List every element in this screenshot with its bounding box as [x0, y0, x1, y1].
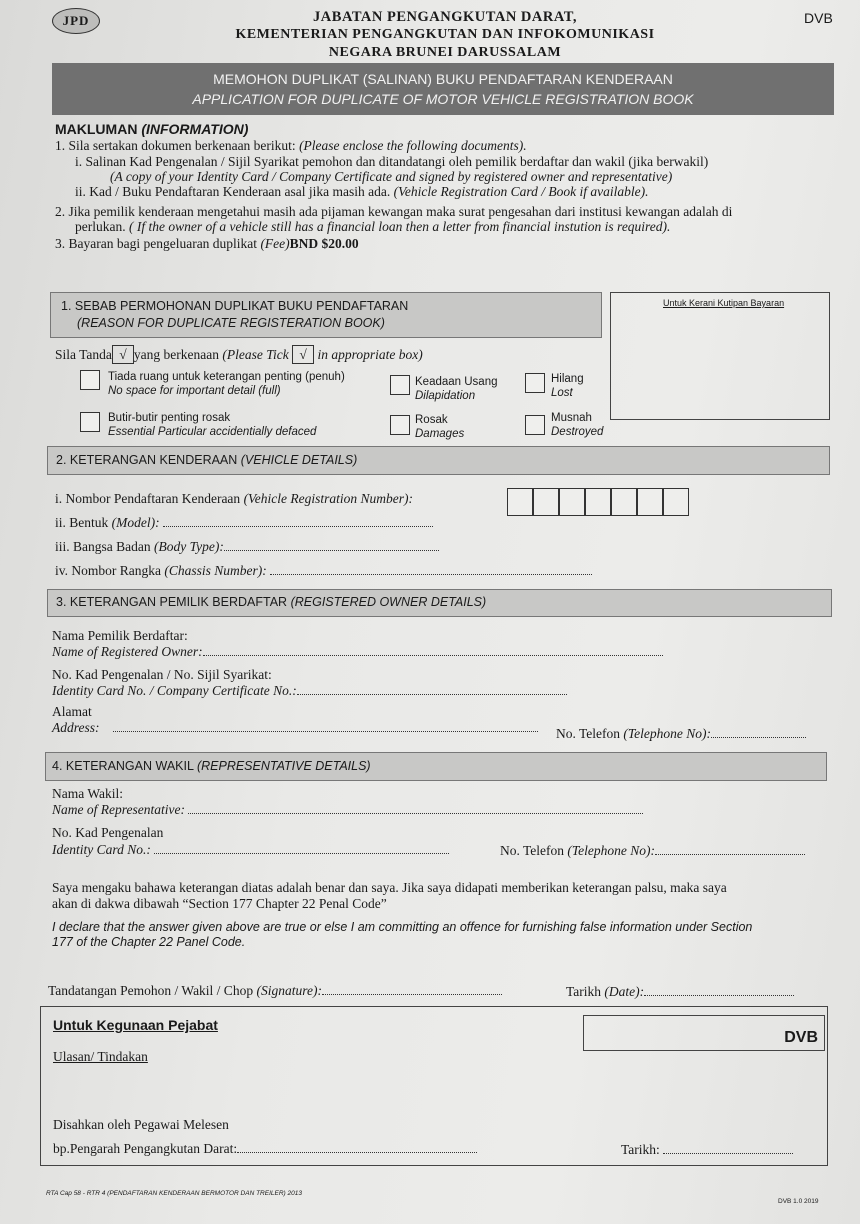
- model-field[interactable]: [163, 514, 433, 527]
- footer-regulation: RTA Cap 58 - RTR 4 (PENDAFTARAN KENDERAAN BERMOTOR DAN TREILER) 2013: [46, 1190, 302, 1197]
- director-field[interactable]: [237, 1140, 477, 1153]
- info-item-1: 1. Sila sertakan dokumen berkenaan berikut: (Please enclose the following documents).: [55, 138, 527, 153]
- body-type-label: iii. Bangsa Badan (Body Type):: [55, 538, 439, 555]
- title-malay: MEMOHON DUPLIKAT (SALINAN) BUKU PENDAFTARAN KENDERAAN: [213, 71, 673, 87]
- address-field[interactable]: [113, 719, 538, 732]
- rep-phone-field[interactable]: [655, 842, 805, 855]
- option-dilapidation: Keadaan Usang Dilapidation: [415, 376, 498, 402]
- signature-date-label: Tarikh (Date):: [566, 983, 794, 1000]
- address-label-en: Address:: [52, 719, 538, 736]
- department-name: JABATAN PENGANGKUTAN DARAT,: [313, 9, 577, 25]
- address-label: Alamat: [52, 704, 92, 719]
- signature-field[interactable]: [322, 982, 502, 995]
- checkbox-defaced[interactable]: [80, 412, 100, 432]
- section3-header: 3. KETERANGAN PEMILIK BERDAFTAR (REGISTERED OWNER DETAILS): [47, 589, 832, 617]
- title-english: APPLICATION FOR DUPLICATE OF MOTOR VEHICLE REGISTRATION BOOK: [192, 91, 694, 107]
- jpd-logo: JPD: [52, 8, 100, 34]
- reg-number-box-2[interactable]: [533, 488, 559, 516]
- reg-number-box-3[interactable]: [559, 488, 585, 516]
- owner-name-label: Nama Pemilik Berdaftar:: [52, 628, 188, 643]
- rep-phone-label: No. Telefon (Telephone No):: [500, 842, 805, 859]
- country-name: NEGARA BRUNEI DARUSSALAM: [328, 45, 562, 60]
- reg-number-box-7[interactable]: [663, 488, 689, 516]
- tick-sample-icon: √: [112, 345, 134, 364]
- title-band: [52, 63, 834, 115]
- checkbox-no-space[interactable]: [80, 370, 100, 390]
- reg-number-box-4[interactable]: [585, 488, 611, 516]
- option-no-space: Tiada ruang untuk keterangan penting (penuh) No space for important detail (full): [108, 371, 345, 397]
- info-item-2: 2. Jika pemilik kenderaan mengetahui masih ada pijaman kewangan maka surat pengesahan dari institusi kewangan adalah di: [55, 204, 733, 219]
- checkbox-dilapidation[interactable]: [390, 375, 410, 395]
- info-heading: MAKLUMAN (INFORMATION): [55, 121, 249, 137]
- office-use-box: [40, 1006, 828, 1166]
- owner-ic-label-en: Identity Card No. / Company Certificate No.:: [52, 682, 567, 699]
- rep-ic-field[interactable]: [154, 841, 449, 854]
- reg-number-box-5[interactable]: [611, 488, 637, 516]
- rep-name-label: Nama Wakil:: [52, 786, 124, 801]
- declaration-malay-2: akan di dakwa dibawah “Section 177 Chapter 22 Penal Code”: [52, 896, 387, 911]
- option-destroyed: Musnah Destroyed: [551, 412, 604, 438]
- option-damages: Rosak Damages: [415, 414, 465, 440]
- body-type-field[interactable]: [224, 538, 439, 551]
- office-date-label: Tarikh:: [621, 1141, 793, 1158]
- office-use-title: Untuk Kegunaan Pejabat: [53, 1017, 218, 1033]
- chassis-field[interactable]: [270, 562, 592, 575]
- info-item-1-i-en: (A copy of your Identity Card / Company Certificate and signed by registered owner and representative): [110, 169, 673, 184]
- tick-sample-icon-2: √: [292, 345, 314, 364]
- owner-name-label-en: Name of Registered Owner:: [52, 643, 663, 660]
- owner-ic-label: No. Kad Pengenalan / No. Sijil Syarikat:: [52, 667, 272, 682]
- director-label: bp.Pengarah Pengangkutan Darat:: [53, 1140, 477, 1157]
- office-code-box: DVB: [583, 1015, 825, 1051]
- remarks-label: Ulasan/ Tindakan: [53, 1049, 148, 1064]
- section2-header: 2. KETERANGAN KENDERAAN (VEHICLE DETAILS): [47, 446, 830, 475]
- info-item-2b: perlukan. ( If the owner of a vehicle still has a financial loan then a letter from financial instution is required).: [75, 219, 671, 234]
- rep-ic-label: No. Kad Pengenalan: [52, 825, 164, 840]
- checkbox-destroyed[interactable]: [525, 415, 545, 435]
- owner-phone-label: No. Telefon (Telephone No):: [556, 725, 806, 742]
- section4-header: 4. KETERANGAN WAKIL (REPRESENTATIVE DETAILS): [45, 752, 827, 781]
- rep-ic-label-en: Identity Card No.:: [52, 841, 449, 858]
- vehicle-reg-label: i. Nombor Pendaftaran Kenderaan (Vehicle Registration Number):: [55, 491, 414, 506]
- rep-name-label-en: Name of Representative:: [52, 801, 643, 818]
- option-defaced: Butir-butir penting rosak Essential Particular accidentially defaced: [108, 412, 317, 438]
- checkbox-damages[interactable]: [390, 415, 410, 435]
- declaration-malay-1: Saya mengaku bahawa keterangan diatas adalah benar dan saya. Jika saya didapati memberikan keterangan palsu, maka saya: [52, 880, 727, 895]
- owner-phone-field[interactable]: [711, 725, 806, 738]
- clerk-payment-box: Untuk Kerani Kutipan Bayaran: [610, 292, 830, 420]
- reg-number-box-1[interactable]: [507, 488, 533, 516]
- declaration-en-2: 177 of the Chapter 22 Panel Code.: [52, 935, 246, 949]
- chassis-label: iv. Nombor Rangka (Chassis Number):: [55, 562, 592, 579]
- signature-label: Tandatangan Pemohon / Wakil / Chop (Signature):: [48, 982, 502, 999]
- section1-header: 1. SEBAB PERMOHONAN DUPLIKAT BUKU PENDAFTARAN (REASON FOR DUPLICATE REGISTERATION BOOK): [50, 292, 602, 338]
- office-date-field[interactable]: [663, 1141, 793, 1154]
- reg-number-box-6[interactable]: [637, 488, 663, 516]
- owner-name-field[interactable]: [203, 643, 663, 656]
- signature-date-field[interactable]: [644, 983, 794, 996]
- declaration-en-1: I declare that the answer given above are true or else I am committing an offence for furnishing false information under Section: [52, 920, 753, 934]
- vehicle-model-label: ii. Bentuk (Model):: [55, 514, 433, 531]
- info-item-1-i: i. Salinan Kad Pengenalan / Sijil Syarikat pemohon dan ditandatangi oleh pemilik berdaftar dan wakil (jika berwakil): [75, 154, 709, 169]
- info-item-1-ii: ii. Kad / Buku Pendaftaran Kenderaan asal jika masih ada. (Vehicle Registration Card / Book if available).: [75, 184, 649, 199]
- approved-by-label: Disahkan oleh Pegawai Melesen: [53, 1117, 229, 1132]
- rep-name-field[interactable]: [188, 801, 643, 814]
- checkbox-lost[interactable]: [525, 373, 545, 393]
- tick-instruction: Sila Tanda √ yang berkenaan (Please Tick √ in appropriate box): [55, 347, 423, 362]
- option-lost: Hilang Lost: [551, 373, 584, 399]
- ministry-name: KEMENTERIAN PENGANGKUTAN DAN INFOKOMUNIKASI: [235, 27, 655, 42]
- footer-version: DVB 1.0 2019: [778, 1198, 819, 1205]
- owner-ic-field[interactable]: [297, 682, 567, 695]
- form-code: DVB: [804, 10, 833, 26]
- info-item-3: 3. Bayaran bagi pengeluaran duplikat (Fee)BND $20.00: [55, 236, 359, 251]
